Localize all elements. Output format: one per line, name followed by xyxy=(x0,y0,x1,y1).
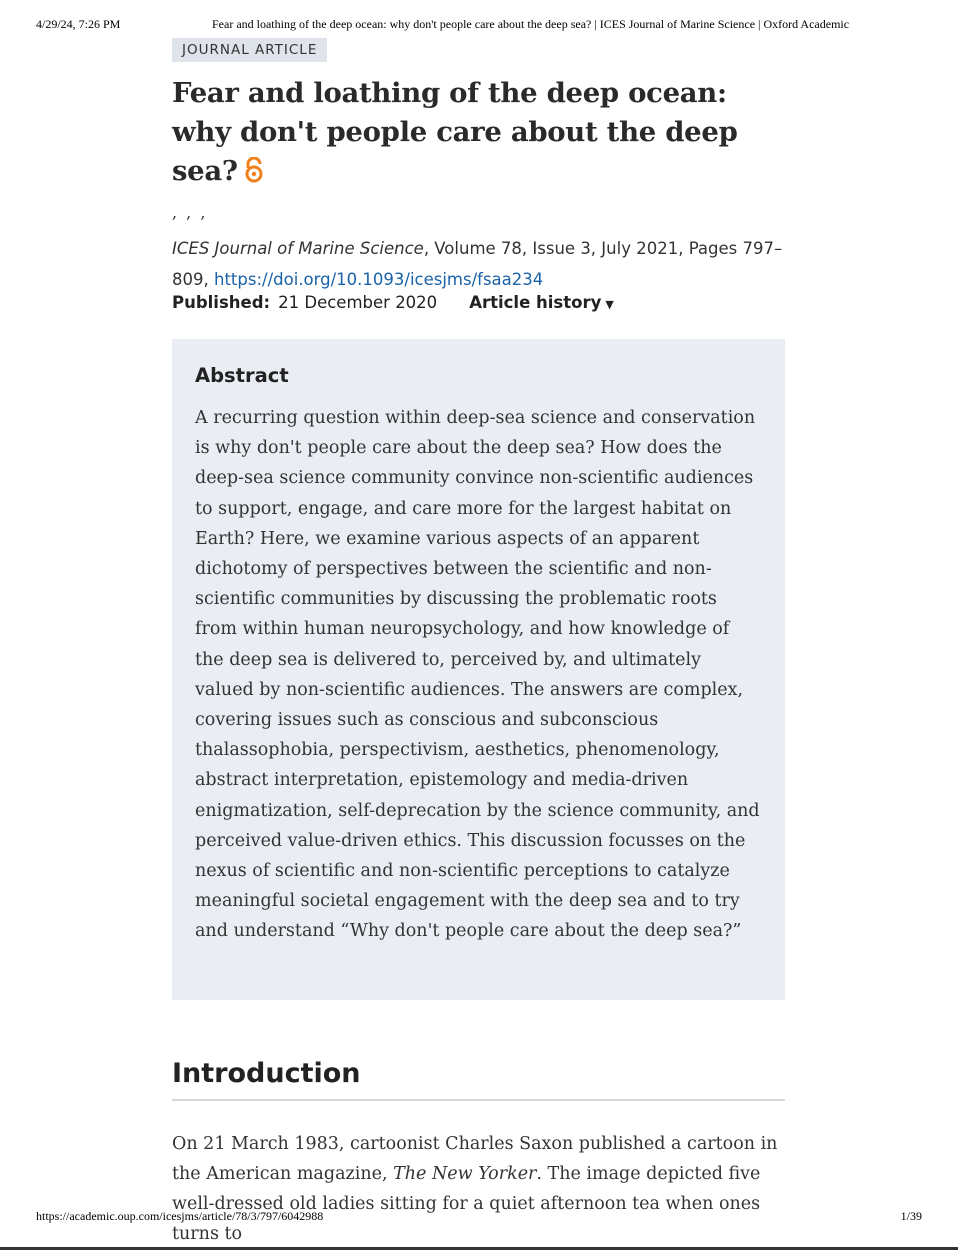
publication-info xyxy=(172,293,785,312)
published-date: 21 December 2020 xyxy=(278,293,438,312)
open-access-lock-icon xyxy=(244,155,264,194)
print-url: https://academic.oup.com/icesjms/article/78/3/797/6042988 xyxy=(36,1209,324,1223)
published-label: Published: xyxy=(172,293,271,312)
magazine-name: The New Yorker xyxy=(393,1163,537,1184)
print-datetime: 4/29/24, 7:26 PM xyxy=(36,17,121,31)
print-page-title: Fear and loathing of the deep ocean: why don't people care about the deep sea? | ICES Journal of Marine Science | Oxford Academic xyxy=(212,17,850,31)
intro-text-before: On 21 March 1983, cartoonist Charles Saxon published a cartoon in the American magazine, xyxy=(172,1133,778,1184)
print-header xyxy=(36,17,922,33)
abstract-section xyxy=(172,339,785,1000)
article-content xyxy=(172,38,785,1249)
page-number: 1/39 xyxy=(900,1209,922,1223)
article-history-toggle[interactable] xyxy=(469,293,614,312)
author-list: , , , xyxy=(172,203,208,222)
article-history-label: Article history xyxy=(469,293,602,312)
article-title xyxy=(172,74,785,194)
journal-name[interactable]: ICES Journal of Marine Science xyxy=(172,239,424,258)
citation xyxy=(172,233,785,295)
intro-text-after: . The image depicted five well-dressed old ladies sitting for a quiet afternoon tea when ones turns to xyxy=(172,1163,761,1245)
chevron-down-icon: ▼ xyxy=(605,298,614,311)
article-type-badge: JOURNAL ARTICLE xyxy=(172,38,327,62)
introduction-paragraph xyxy=(172,1129,785,1250)
abstract-text: A recurring question within deep-sea science and conservation is why don't people care about the deep sea? How does the deep-sea science community convince non-scientific audiences to support, engage, and care more for the largest habitat on Earth? Here, we examine various aspects of an apparent dichotomy of perspectives between the scientific and non-scientific communities by discussing the problematic roots from within human neuropsychology, and how knowledge of the deep sea is delivered to, perceived by, and ultimately valued by non-scientific audiences. The answers are complex, covering issues such as conscious and subconscious thalassophobia, perspectivism, aesthetics, phenomenology, abstract interpretation, epistemology and media-driven enigmatization, self-deprecation by the science community, and perceived value-driven ethics. This discussion focusses on the nexus of scientific and non-scientific perceptions to catalyze meaningful societal engagement with the deep sea and to try and understand “Why don't people care about the deep sea?” xyxy=(195,408,760,942)
article-title-text: Fear and loathing of the deep ocean: why don't people care about the deep sea? xyxy=(172,77,738,187)
doi-link[interactable]: https://doi.org/10.1093/icesjms/fsaa234 xyxy=(213,270,544,289)
abstract-heading: Abstract xyxy=(195,364,289,387)
citation-details: , Volume 78, Issue 3, July 2021, Pages 797–809, xyxy=(172,239,783,289)
introduction-heading: Introduction xyxy=(172,1058,785,1101)
